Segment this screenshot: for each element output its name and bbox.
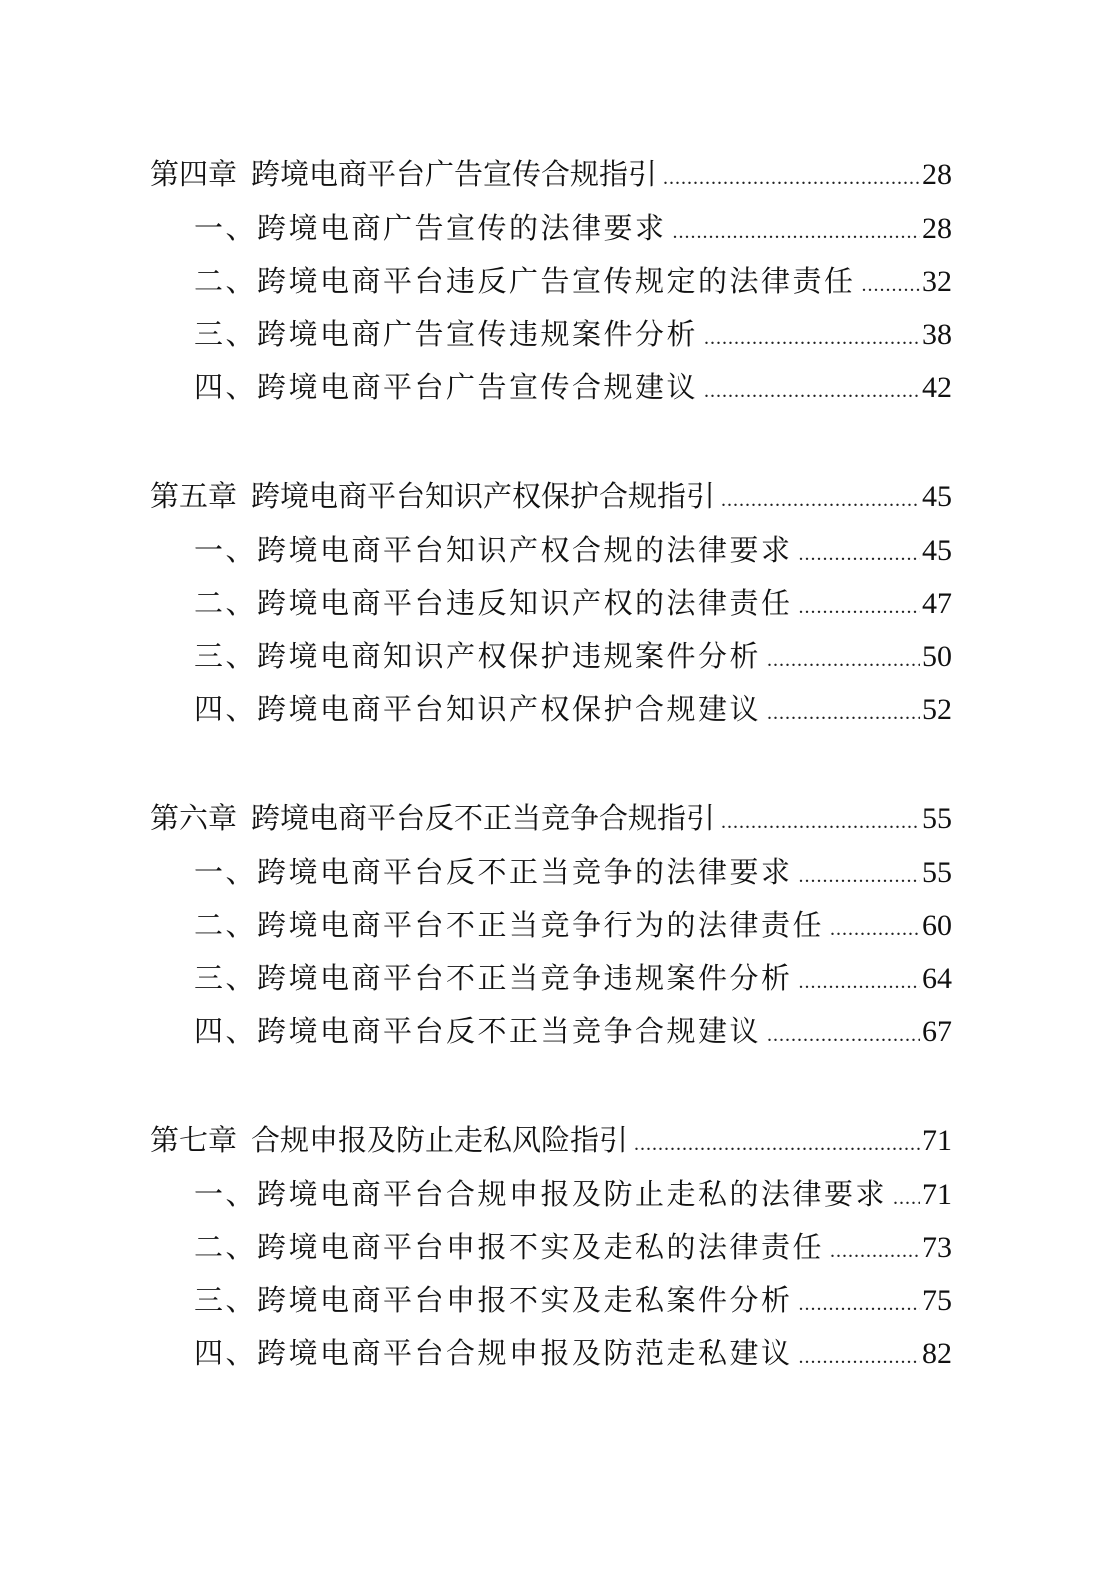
chapter-title <box>150 468 715 524</box>
chapter-number: 第六章 <box>150 801 238 835</box>
chapter-number: 第五章 <box>150 479 238 513</box>
toc-chapter-7 <box>150 1112 952 1380</box>
dot-leader <box>634 1116 920 1168</box>
dot-leader <box>893 1172 920 1221</box>
page-number: 73 <box>922 1231 952 1264</box>
page-number: 55 <box>922 802 952 835</box>
section-title: 三、跨境电商平台申报不实及走私案件分析 <box>194 1283 793 1317</box>
section-title: 四、跨境电商平台反不正当竞争合规建议 <box>194 1014 762 1048</box>
toc-section-entry[interactable] <box>150 255 952 308</box>
dot-leader <box>767 1009 920 1058</box>
page-number: 32 <box>922 265 952 298</box>
section-title: 二、跨境电商平台不正当竞争行为的法律责任 <box>194 908 825 942</box>
toc-chapter-entry[interactable] <box>150 146 952 202</box>
page-number: 45 <box>922 480 952 513</box>
chapter-title <box>150 790 715 846</box>
toc-section-entry[interactable] <box>150 524 952 577</box>
dot-leader <box>767 634 920 683</box>
page-number: 64 <box>922 962 952 995</box>
toc-section-entry[interactable] <box>150 899 952 952</box>
dot-leader <box>767 687 920 736</box>
toc-section-entry[interactable] <box>150 630 952 683</box>
dot-leader <box>799 1278 920 1327</box>
toc-section-entry[interactable] <box>150 577 952 630</box>
toc-chapter-entry[interactable] <box>150 468 952 524</box>
page-number: 28 <box>922 158 952 191</box>
section-title: 四、跨境电商平台知识产权保护合规建议 <box>194 692 762 726</box>
page-number: 82 <box>922 1337 952 1370</box>
section-title: 二、跨境电商平台申报不实及走私的法律责任 <box>194 1230 825 1264</box>
section-title: 一、跨境电商平台知识产权合规的法律要求 <box>194 533 793 567</box>
chapter-number: 第七章 <box>150 1123 238 1157</box>
toc-section-entry[interactable] <box>150 1327 952 1380</box>
dot-leader <box>721 472 920 524</box>
toc-chapter-5 <box>150 468 952 736</box>
chapter-title <box>150 1112 628 1168</box>
chapter-name: 跨境电商平台反不正当竞争合规指引 <box>251 801 716 835</box>
chapter-name: 合规申报及防止走私风险指引 <box>251 1123 629 1157</box>
chapter-name: 跨境电商平台广告宣传合规指引 <box>251 157 658 191</box>
table-of-contents <box>150 146 952 1434</box>
toc-section-entry[interactable] <box>150 308 952 361</box>
dot-leader <box>704 312 920 361</box>
toc-section-entry[interactable] <box>150 1274 952 1327</box>
page-number: 55 <box>922 856 952 889</box>
dot-leader <box>799 956 920 1005</box>
dot-leader <box>799 528 920 577</box>
dot-leader <box>830 903 920 952</box>
page-number: 38 <box>922 318 952 351</box>
toc-chapter-entry[interactable] <box>150 1112 952 1168</box>
page-number: 52 <box>922 693 952 726</box>
page-number: 60 <box>922 909 952 942</box>
chapter-title <box>150 146 657 202</box>
toc-section-entry[interactable] <box>150 1221 952 1274</box>
section-title: 二、跨境电商平台违反广告宣传规定的法律责任 <box>194 264 856 298</box>
page-number: 50 <box>922 640 952 673</box>
toc-section-entry[interactable] <box>150 361 952 414</box>
dot-leader <box>799 1331 920 1380</box>
section-title: 三、跨境电商广告宣传违规案件分析 <box>194 317 699 351</box>
toc-section-entry[interactable] <box>150 202 952 255</box>
chapter-name: 跨境电商平台知识产权保护合规指引 <box>251 479 716 513</box>
dot-leader <box>721 794 920 846</box>
section-title: 三、跨境电商知识产权保护违规案件分析 <box>194 639 762 673</box>
page-number: 75 <box>922 1284 952 1317</box>
dot-leader <box>862 259 920 308</box>
section-title: 一、跨境电商平台反不正当竞争的法律要求 <box>194 855 793 889</box>
dot-leader <box>704 365 920 414</box>
toc-chapter-6 <box>150 790 952 1058</box>
dot-leader <box>799 581 920 630</box>
page-number: 67 <box>922 1015 952 1048</box>
section-title: 三、跨境电商平台不正当竞争违规案件分析 <box>194 961 793 995</box>
toc-section-entry[interactable] <box>150 683 952 736</box>
section-title: 二、跨境电商平台违反知识产权的法律责任 <box>194 586 793 620</box>
page-number: 28 <box>922 212 952 245</box>
page-number: 71 <box>922 1124 952 1157</box>
toc-section-entry[interactable] <box>150 1005 952 1058</box>
toc-section-entry[interactable] <box>150 846 952 899</box>
toc-chapter-4 <box>150 146 952 414</box>
page-number: 71 <box>922 1178 952 1211</box>
dot-leader <box>663 150 920 202</box>
section-title: 四、跨境电商平台广告宣传合规建议 <box>194 370 699 404</box>
page-number: 47 <box>922 587 952 620</box>
chapter-number: 第四章 <box>150 157 238 191</box>
dot-leader <box>673 206 920 255</box>
dot-leader <box>799 850 920 899</box>
toc-chapter-entry[interactable] <box>150 790 952 846</box>
page-number: 45 <box>922 534 952 567</box>
toc-section-entry[interactable] <box>150 952 952 1005</box>
toc-section-entry[interactable] <box>150 1168 952 1221</box>
section-title: 一、跨境电商平台合规申报及防止走私的法律要求 <box>194 1177 888 1211</box>
section-title: 一、跨境电商广告宣传的法律要求 <box>194 211 667 245</box>
section-title: 四、跨境电商平台合规申报及防范走私建议 <box>194 1336 793 1370</box>
dot-leader <box>830 1225 920 1274</box>
page-number: 42 <box>922 371 952 404</box>
